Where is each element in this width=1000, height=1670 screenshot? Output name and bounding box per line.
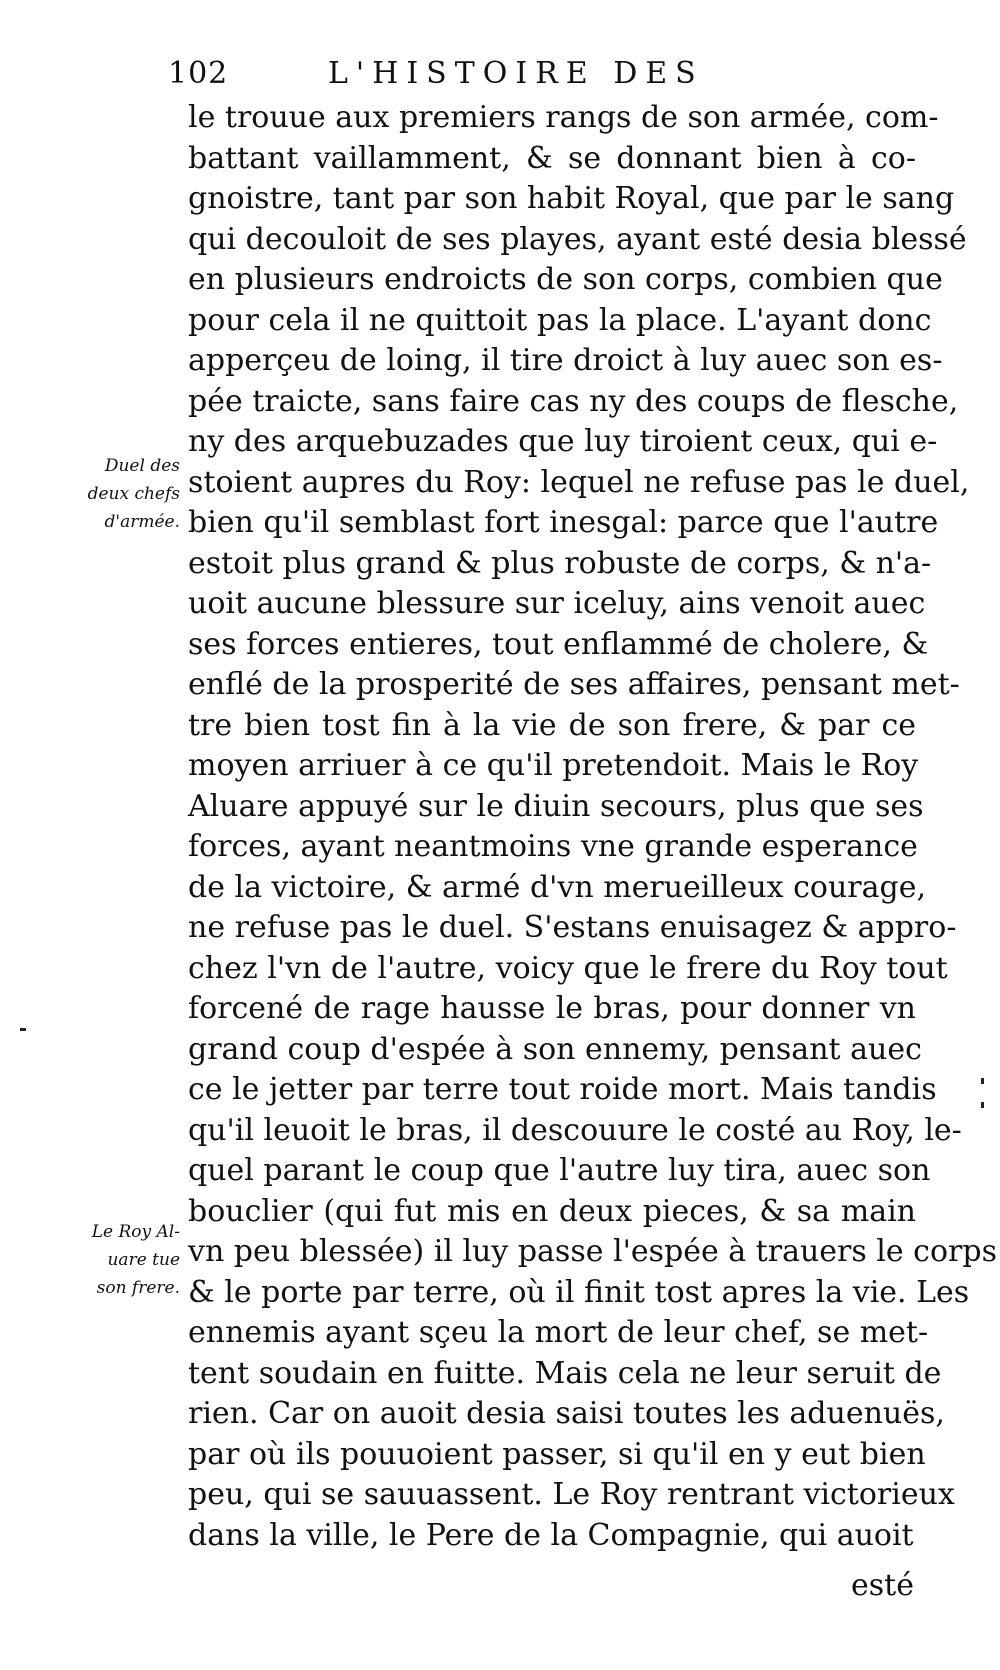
text-line: gnoistre, tant par son habit Royal, que par le sang [188,181,955,216]
text-line: forces, ayant neantmoins vne grande esperance [188,829,918,864]
text-line: battant vaillamment, & se donnant bien à co- [188,140,916,176]
text-line: tre bien tost fin à la vie de son frere, & par ce [188,707,916,743]
margin-note-roy-aluare [50,1218,180,1302]
text-line: le trouue aux premiers rangs de son armée, com- [188,100,939,135]
running-head: L'HISTOIRE DES [328,56,704,91]
margin-note-line: son frere. [96,1278,180,1298]
text-line: stoient aupres du Roy: lequel ne refuse pas le duel, [188,464,970,500]
scan-speck [981,1102,984,1108]
page-header [168,56,928,96]
text-line: dans la ville, le Pere de la Compagnie, qui auoit [188,1517,914,1553]
text-line: bouclier (qui fut mis en deux pieces, & sa main [188,1193,916,1229]
text-line: tent soudain en fuitte. Mais cela ne leur seruit de [188,1355,942,1391]
text-line: forcené de rage hausse le bras, pour donner vn [188,991,916,1026]
text-line: par où ils pouuoient passer, si qu'il en y eut bien [188,1436,926,1472]
margin-note-line: uare tue [107,1250,180,1270]
text-line: moyen arriuer à ce qu'il pretendoit. Mais le Roy [188,748,919,783]
text-line: enflé de la prosperité de ses affaires, pensant met- [188,667,960,702]
text-line: estoit plus grand & plus robuste de corps, & n'a- [188,545,932,581]
margin-note-line: deux chefs [87,484,180,504]
text-line: qu'il leuoit le bras, il descouure le costé au Roy, le- [188,1112,962,1148]
text-line: en plusieurs endroicts de son corps, combien que [188,262,943,297]
text-line: ne refuse pas le duel. S'estans enuisagez & appro- [188,910,957,945]
text-line: pour cela il ne quittoit pas la place. L'ayant donc [188,302,932,338]
body-text [188,98,997,1556]
margin-note-line: Le Roy Al- [91,1222,180,1242]
text-line: bien qu'il semblast fort inesgal: parce que l'autre [188,505,939,540]
text-line: quel parant le coup que l'autre luy tira, auec son [188,1153,931,1188]
text-line: ses forces entieres, tout enflammé de cholere, & [188,626,929,662]
text-line: chez l'vn de l'autre, voicy que le frere du Roy tout [188,950,948,986]
text-line: rien. Car on auoit desia saisi toutes les aduenuës, [188,1396,945,1431]
catchword: esté [851,1568,914,1603]
text-line: vn peu blessée) il luy passe l'espée à trauers le corps [188,1234,997,1269]
text-line: uoit aucune blessure sur iceluy, ains venoit auec [188,586,926,621]
text-line: peu, qui se sauuassent. Le Roy rentrant victorieux [188,1477,955,1512]
margin-note-duel [50,452,180,536]
page-number: 102 [168,56,229,91]
text-line: ennemis ayant sçeu la mort de leur chef, se met- [188,1315,929,1350]
text-line: apperçeu de loing, il tire droict à luy auec son es- [188,343,943,378]
text-line: pée traicte, sans faire cas ny des coups de flesche, [188,383,959,419]
text-line: de la victoire, & armé d'vn merueilleux courage, [188,869,927,905]
text-line: Aluare appuyé sur le diuin secours, plus que ses [188,788,924,824]
scan-speck [981,1078,984,1084]
scan-speck [20,1028,26,1031]
text-line: ny des arquebuzades que luy tiroient ceux, qui e- [188,424,938,459]
margin-note-line: Duel des [104,456,180,476]
margin-note-line: d'armée. [104,512,180,532]
text-line: ce le jetter par terre tout roide mort. Mais tandis [188,1072,937,1107]
text-line: qui decouloit de ses playes, ayant esté desia blessé [188,221,967,257]
text-line: & le porte par terre, où il finit tost apres la vie. Les [188,1274,970,1310]
text-line: grand coup d'espée à son ennemy, pensant auec [188,1031,922,1067]
